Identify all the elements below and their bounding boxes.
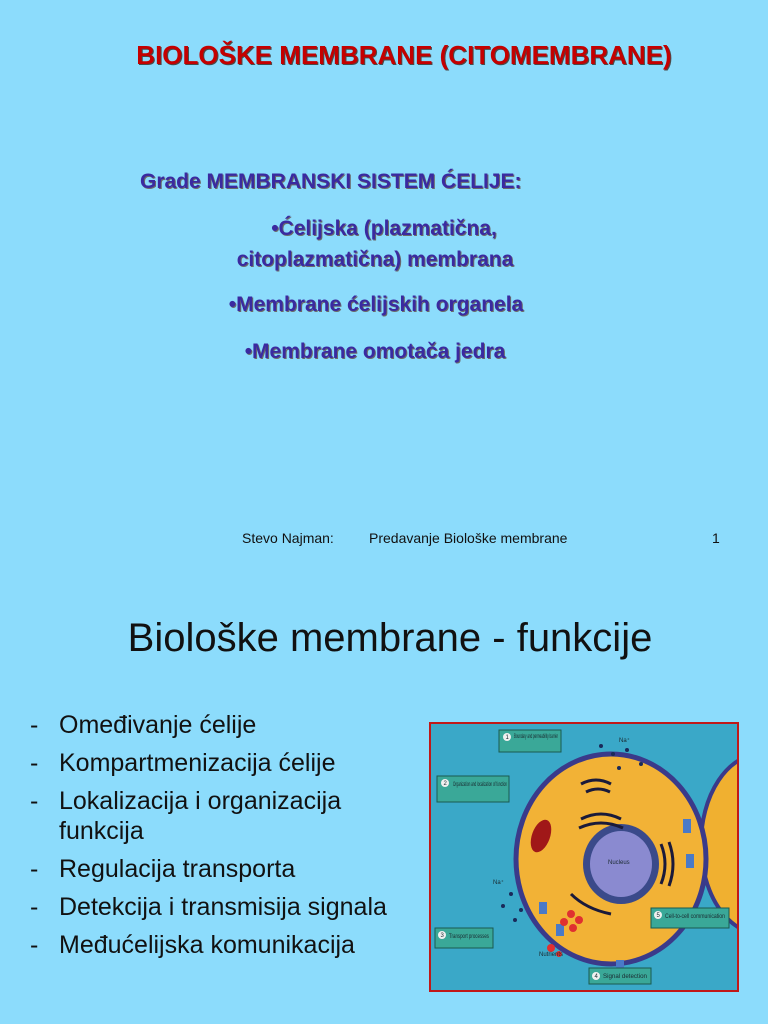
list-item: - Međućelijska komunikacija bbox=[30, 930, 430, 960]
bullet-nuclear-envelope: •Membrane omotača jedra bbox=[244, 340, 506, 363]
slide1-title: BIOLOŠKE MEMBRANE (CITOMEMBRANE) bbox=[136, 40, 672, 70]
nutrients-label: Nutrients bbox=[539, 952, 564, 958]
number-2: 2 bbox=[443, 781, 447, 787]
bullet-organelle-membranes: •Membrane ćelijskih organela bbox=[228, 293, 524, 316]
label-cell-communication: Cell-to-cell communication bbox=[665, 914, 725, 920]
footer-author: Stevo Najman: bbox=[242, 530, 334, 546]
sodium-label-top: Na⁺ bbox=[619, 738, 630, 744]
cell-membrane-functions-figure bbox=[429, 722, 739, 992]
list-item: - Omeđivanje ćelije bbox=[30, 710, 430, 740]
list-item: - Lokalizacija i organizacija funkcija bbox=[30, 786, 430, 846]
label-signal-detection: Signal detection bbox=[603, 974, 647, 980]
cell-diagram bbox=[431, 724, 737, 990]
number-4: 4 bbox=[594, 974, 598, 980]
footer-lecture: Predavanje Biološke membrane bbox=[369, 530, 568, 546]
nucleus-label: Nucleus bbox=[608, 860, 630, 866]
label-organization: Organization and localization of function bbox=[453, 782, 507, 788]
slide2-title: Biološke membrane - funkcije bbox=[127, 616, 653, 660]
number-3: 3 bbox=[440, 933, 444, 939]
list-item: - Detekcija i transmisija signala bbox=[30, 892, 430, 922]
functions-list bbox=[30, 710, 430, 968]
list-item: - Kompartmenizacija ćelije bbox=[30, 748, 430, 778]
number-1: 1 bbox=[505, 735, 509, 741]
bullet-cell-membrane-line1: •Ćelijska (plazmatična, bbox=[271, 217, 497, 240]
sodium-label-left: Na⁺ bbox=[493, 880, 504, 886]
label-transport: Transport processes bbox=[449, 934, 489, 940]
label-box-2 bbox=[437, 776, 509, 802]
bullet-cell-membrane-line2: citoplazmatična) membrana bbox=[236, 248, 514, 271]
label-boundary: Boundary and permeability barrier bbox=[514, 734, 558, 740]
list-item: - Regulacija transporta bbox=[30, 854, 430, 884]
slide-2 bbox=[0, 576, 768, 1024]
number-5: 5 bbox=[656, 913, 660, 919]
membrane-system-intro: Grade MEMBRANSKI SISTEM ĆELIJE: bbox=[140, 170, 522, 193]
footer-page-number: 1 bbox=[712, 530, 720, 546]
